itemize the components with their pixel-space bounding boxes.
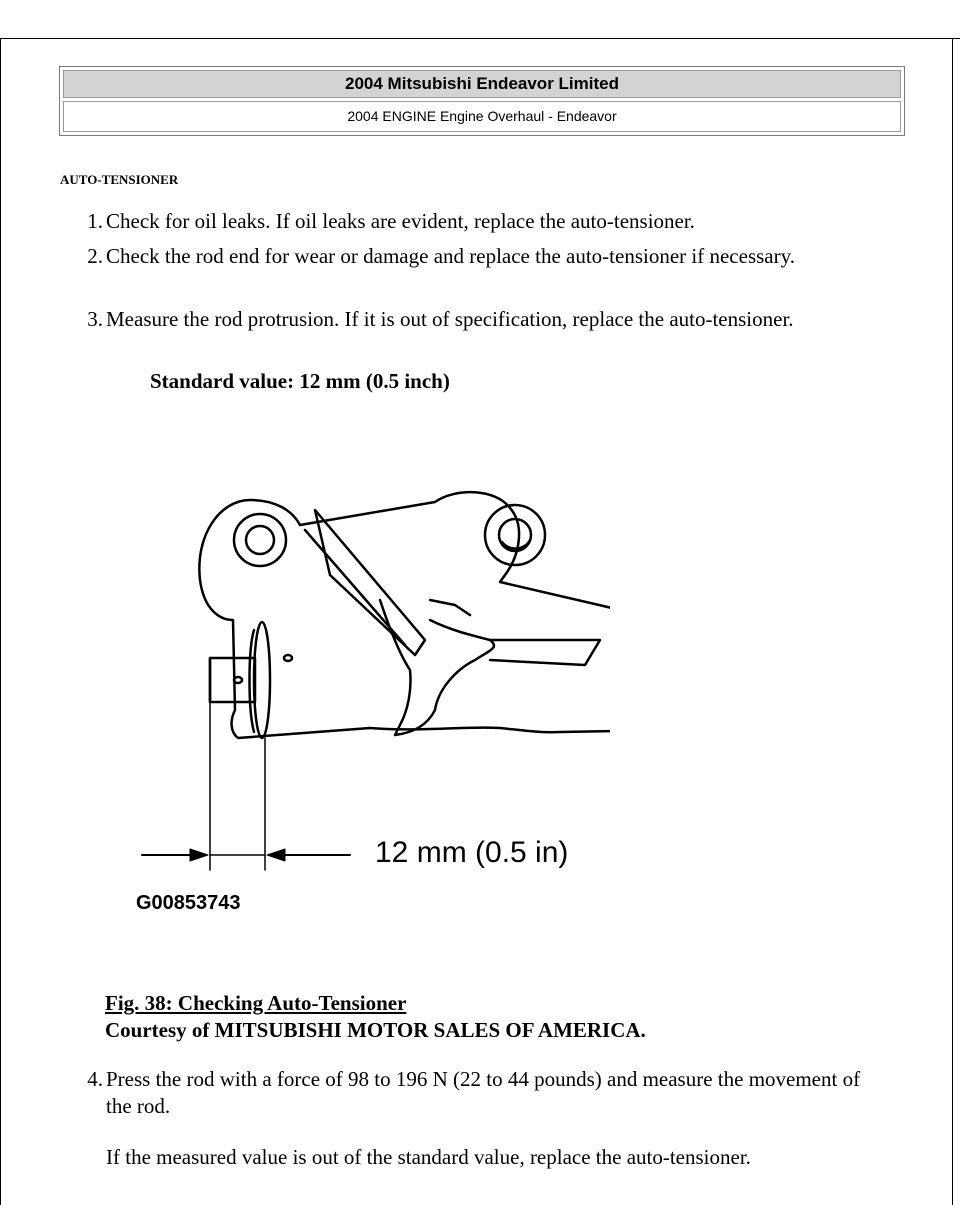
page-frame-right	[952, 38, 953, 1205]
document-header	[59, 66, 905, 136]
header-subtitle: 2004 ENGINE Engine Overhaul - Endeavor	[63, 101, 901, 132]
step-number: 2.	[87, 244, 103, 268]
note-paragraph: If the measured value is out of the standard value, replace the auto-tensioner.	[106, 1145, 751, 1169]
step-text: Check for oil leaks. If oil leaks are evident, replace the auto-tensioner.	[106, 209, 695, 233]
step-number: 3.	[87, 307, 103, 331]
figure-courtesy: Courtesy of MITSUBISHI MOTOR SALES OF AMERICA.	[105, 1018, 646, 1042]
page-frame-top	[0, 38, 960, 39]
standard-value: Standard value: 12 mm (0.5 inch)	[150, 369, 450, 393]
dimension-label: 12 mm (0.5 in)	[375, 836, 569, 869]
page-frame-left	[0, 38, 1, 1205]
section-title: AUTO-TENSIONER	[60, 172, 179, 187]
step-text: Check the rod end for wear or damage and replace the auto-tensioner if necessary.	[106, 244, 795, 268]
step-text: Measure the rod protrusion. If it is out of specification, replace the auto-tensioner.	[106, 307, 794, 331]
figure-caption[interactable]: Fig. 38: Checking Auto-Tensioner	[105, 991, 407, 1015]
step-number: 4.	[87, 1067, 103, 1091]
header-title: 2004 Mitsubishi Endeavor Limited	[63, 70, 901, 98]
figure-code: G00853743	[136, 892, 241, 914]
step-text: Press the rod with a force of 98 to 196 N (22 to 44 pounds) and measure the movement of the rod.	[106, 1067, 861, 1118]
auto-tensioner-figure	[130, 470, 610, 930]
step-number: 1.	[87, 209, 103, 233]
